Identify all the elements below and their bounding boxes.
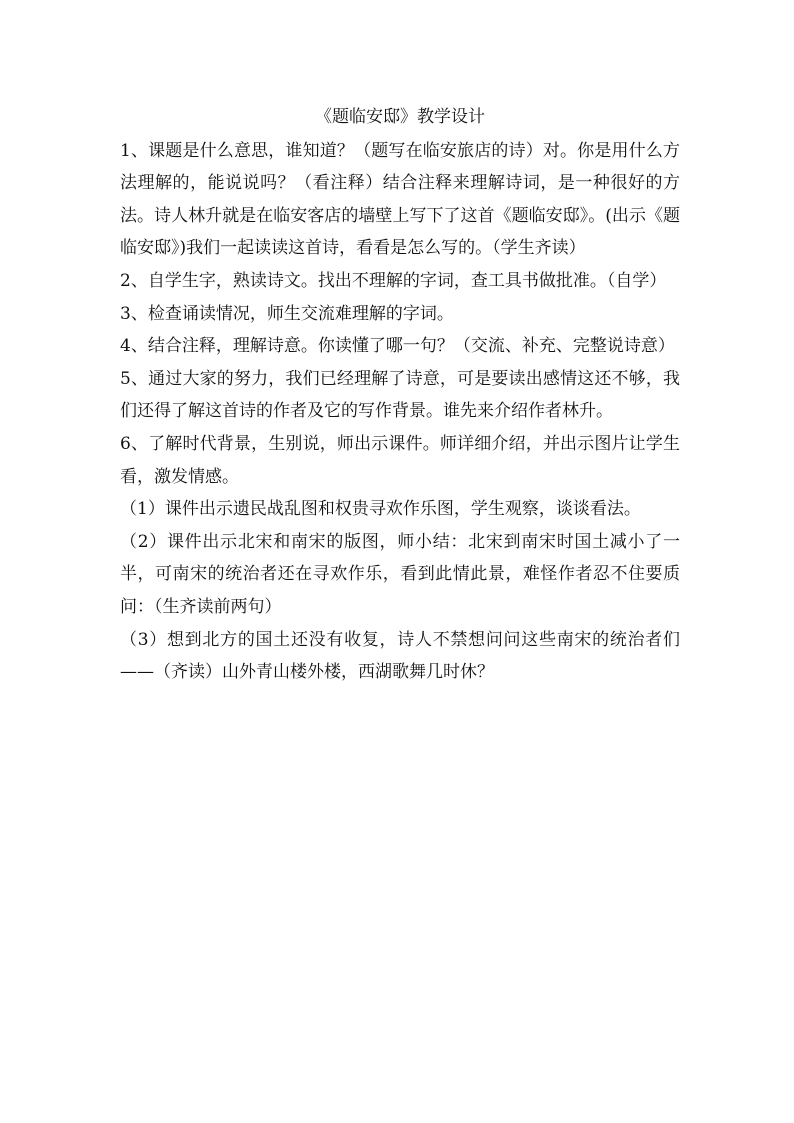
paragraph-4: 4、结合注释，理解诗意。你读懂了哪一句？（交流、补充、完整说诗意） [120,336,675,357]
paragraph-2: 2、自学生字，熟读诗文。找出不理解的字词，查工具书做批准。（自学） [120,270,667,291]
paragraph-6-1: （1）课件出示遗民战乱图和权贵寻欢作乐图，学生观察，谈谈看法。 [120,499,641,520]
paragraph-3: 3、检查诵读情况，师生交流难理解的字词。 [120,303,454,324]
paragraph-1: 1、课题是什么意思，谁知道？（题写在临安旅店的诗）对。你是用什么方法理解的，能说说吗？（看注释）结合注释来理解诗词，是一种很好的方法。诗人林升就是在临安客店的墙壁上写下了这首《题临安邸》。(出示《题临安邸》)我们一起读读这首诗，看看是怎么写的。（学生齐读） [120,140,680,259]
document-title: 《题临安邸》教学设计 [315,107,485,127]
paragraph-6-3: （3）想到北方的国土还没有收复，诗人不禁想问问这些南宋的统治者们——（齐读）山外青山楼外楼，西湖歌舞几时休？ [120,629,680,683]
paragraph-6: 6、了解时代背景，生别说，师出示课件。师详细介绍，并出示图片让学生看，激发情感。 [120,433,680,487]
paragraph-5: 5、通过大家的努力，我们已经理解了诗意，可是要读出感情这还不够，我们还得了解这首诗的作者及它的写作背景。谁先来介绍作者林升。 [120,368,680,422]
document-body [120,101,680,689]
paragraph-6-2: （2）课件出示北宋和南宋的版图，师小结：北宋到南宋时国土减小了一半，可南宋的统治者还在寻欢作乐，看到此情此景，难怪作者忍不住要质问：（生齐读前两句） [120,531,680,617]
